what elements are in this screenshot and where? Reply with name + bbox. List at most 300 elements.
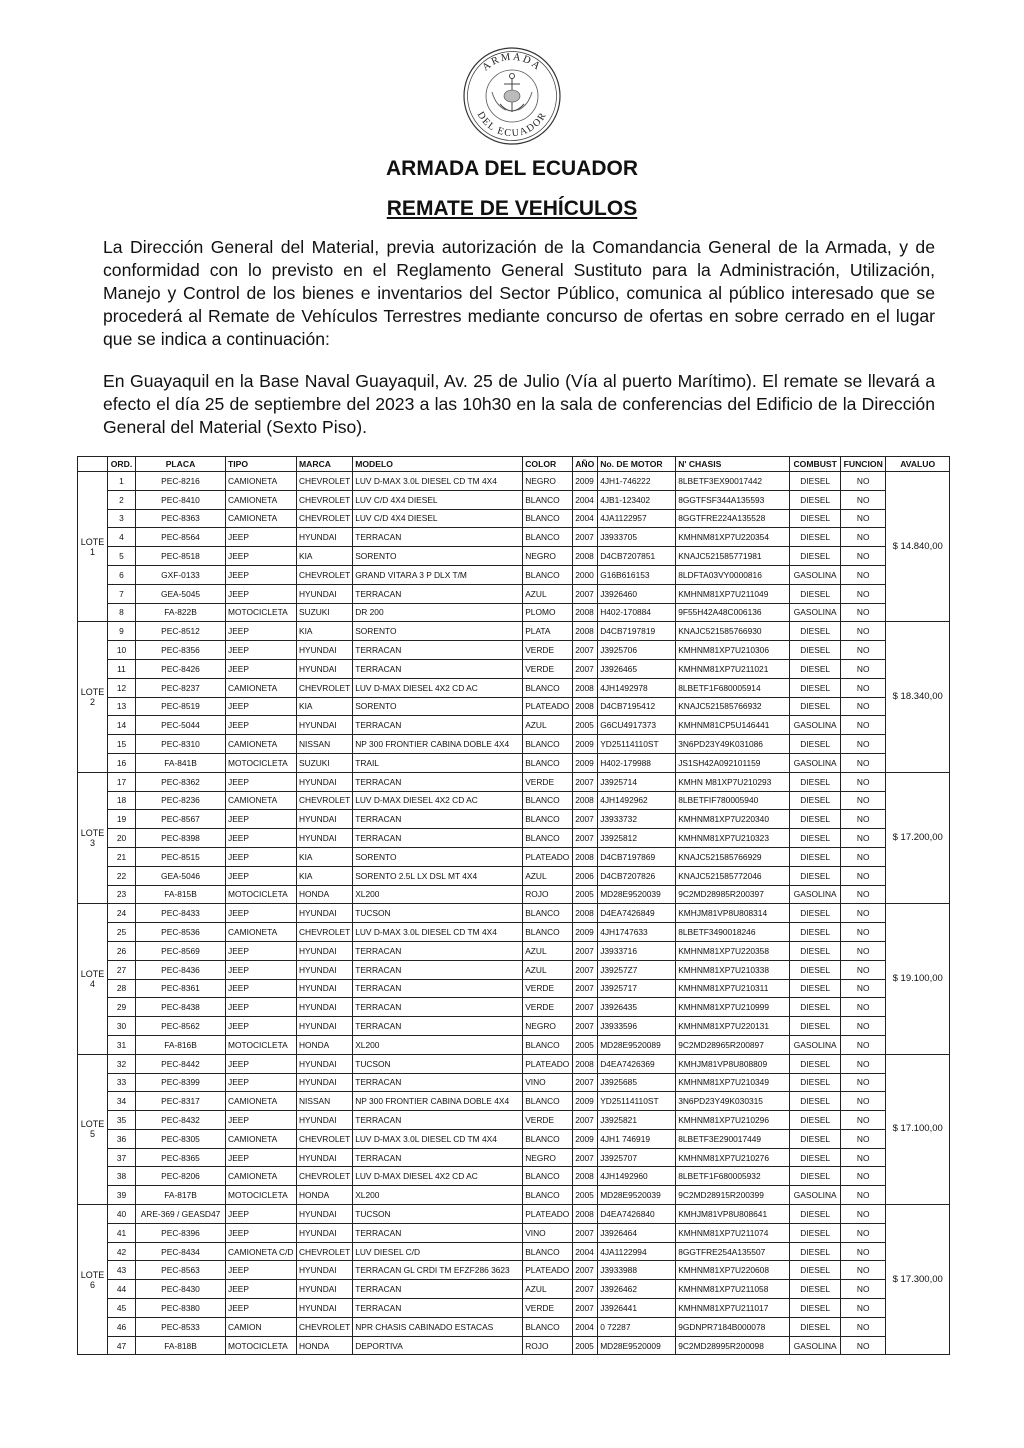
cell-chasis: KMHJM81VP8U808809 [676, 1054, 790, 1073]
cell-funcion: NO [841, 753, 886, 772]
cell-placa: PEC-8519 [136, 697, 226, 716]
cell-funcion: NO [841, 1186, 886, 1205]
cell-marca: HONDA [297, 1336, 353, 1355]
cell-motor: J3926460 [598, 584, 676, 603]
cell-funcion: NO [841, 979, 886, 998]
cell-modelo: TERRACAN [353, 810, 523, 829]
cell-combustible: DIESEL [790, 1073, 841, 1092]
cell-funcion: NO [841, 735, 886, 754]
lot-avaluo: $ 17.100,00 [886, 1054, 950, 1204]
cell-chasis: KMHNM81XP7U210349 [676, 1073, 790, 1092]
location-paragraph: En Guayaquil en la Base Naval Guayaquil, Av. 25 de Julio (Vía al puerto Marítimo). El remate se llevará a efecto el día 25 de septiembre del 2023 a las 10h30 en la sala de conferencias del Edificio de la Dirección General del Material (Sexto Piso). [103, 371, 935, 437]
cell-chasis: KMHNM81XP7U211021 [676, 659, 790, 678]
cell-modelo: LUV D-MAX DIESEL 4X2 CD AC [353, 791, 523, 810]
cell-color: NEGRO [523, 472, 573, 491]
cell-marca: HYUNDAI [297, 1299, 353, 1318]
cell-anio: 2009 [573, 1129, 598, 1148]
cell-color: BLANCO [523, 791, 573, 810]
cell-tipo: JEEP [226, 1299, 297, 1318]
cell-ord: 29 [108, 998, 136, 1017]
cell-chasis: 3N6PD23Y49K030315 [676, 1092, 790, 1111]
cell-marca: HONDA [297, 885, 353, 904]
table-row [78, 923, 950, 942]
cell-motor: H402-179988 [598, 753, 676, 772]
cell-tipo: CAMION [226, 1317, 297, 1336]
cell-marca: HYUNDAI [297, 1280, 353, 1299]
page-title: ARMADA DEL ECUADOR [386, 157, 638, 180]
cell-motor: 4JB1-123402 [598, 490, 676, 509]
cell-motor: YD25114110ST [598, 1092, 676, 1111]
cell-modelo: TERRACAN [353, 1280, 523, 1299]
cell-chasis: KNAJC521585766930 [676, 622, 790, 641]
cell-color: BLANCO [523, 829, 573, 848]
cell-modelo: TERRACAN [353, 1017, 523, 1036]
cell-ord: 36 [108, 1129, 136, 1148]
table-row [78, 1186, 950, 1205]
table-row [78, 603, 950, 622]
lot-avaluo: $ 19.100,00 [886, 904, 950, 1054]
cell-chasis: KMHNM81XP7U210296 [676, 1111, 790, 1130]
cell-ord: 28 [108, 979, 136, 998]
cell-marca: SUZUKI [297, 603, 353, 622]
cell-motor: 0 72287 [598, 1317, 676, 1336]
cell-combustible: DIESEL [790, 772, 841, 791]
cell-anio: 2007 [573, 810, 598, 829]
cell-placa: PEC-8442 [136, 1054, 226, 1073]
cell-modelo: TERRACAN [353, 659, 523, 678]
cell-color: VERDE [523, 998, 573, 1017]
cell-funcion: NO [841, 885, 886, 904]
table-row [78, 753, 950, 772]
table-row [78, 1336, 950, 1355]
cell-chasis: 8LBETF1F680005914 [676, 678, 790, 697]
cell-placa: PEC-8567 [136, 810, 226, 829]
cell-combustible: DIESEL [790, 960, 841, 979]
cell-chasis: KMHJM81VP8U808641 [676, 1205, 790, 1224]
table-row [78, 1035, 950, 1054]
cell-motor: J3933716 [598, 941, 676, 960]
table-row [78, 1242, 950, 1261]
cell-motor: J3926435 [598, 998, 676, 1017]
cell-motor: D4CB7197819 [598, 622, 676, 641]
cell-color: VERDE [523, 641, 573, 660]
cell-motor: J3926465 [598, 659, 676, 678]
cell-ord: 25 [108, 923, 136, 942]
cell-motor: J3926462 [598, 1280, 676, 1299]
cell-marca: HYUNDAI [297, 904, 353, 923]
cell-chasis: KMHNM81XP7U220131 [676, 1017, 790, 1036]
cell-anio: 2005 [573, 716, 598, 735]
cell-combustible: DIESEL [790, 528, 841, 547]
cell-chasis: 8GGTFSF344A135593 [676, 490, 790, 509]
cell-anio: 2004 [573, 1242, 598, 1261]
cell-combustible: DIESEL [790, 866, 841, 885]
cell-motor: D4CB7207826 [598, 866, 676, 885]
header-modelo: MODELO [353, 457, 523, 472]
cell-ord: 31 [108, 1035, 136, 1054]
cell-funcion: NO [841, 1054, 886, 1073]
cell-anio: 2008 [573, 904, 598, 923]
cell-marca: HYUNDAI [297, 1148, 353, 1167]
cell-anio: 2007 [573, 772, 598, 791]
lot-avaluo: $ 18.340,00 [886, 622, 950, 772]
cell-color: AZUL [523, 584, 573, 603]
cell-chasis: 8LDFTA03VY0000816 [676, 565, 790, 584]
cell-motor: 4JH1 746919 [598, 1129, 676, 1148]
cell-color: PLATEADO [523, 1261, 573, 1280]
cell-color: BLANCO [523, 1317, 573, 1336]
cell-combustible: DIESEL [790, 622, 841, 641]
cell-placa: FA-841B [136, 753, 226, 772]
cell-combustible: GASOLINA [790, 1186, 841, 1205]
cell-anio: 2007 [573, 998, 598, 1017]
cell-placa: PEC-8317 [136, 1092, 226, 1111]
cell-tipo: CAMIONETA [226, 1129, 297, 1148]
cell-placa: GXF-0133 [136, 565, 226, 584]
cell-marca: HYUNDAI [297, 641, 353, 660]
cell-anio: 2007 [573, 1261, 598, 1280]
cell-combustible: DIESEL [790, 1223, 841, 1242]
cell-tipo: MOTOCICLETA [226, 1035, 297, 1054]
cell-motor: D4CB7207851 [598, 547, 676, 566]
cell-marca: HYUNDAI [297, 998, 353, 1017]
cell-combustible: DIESEL [790, 1054, 841, 1073]
cell-motor: D4EA7426849 [598, 904, 676, 923]
cell-color: BLANCO [523, 753, 573, 772]
cell-combustible: DIESEL [790, 490, 841, 509]
cell-tipo: JEEP [226, 584, 297, 603]
cell-color: BLANCO [523, 509, 573, 528]
cell-ord: 14 [108, 716, 136, 735]
cell-color: PLATEADO [523, 1054, 573, 1073]
cell-modelo: TERRACAN [353, 1299, 523, 1318]
cell-motor: J3933705 [598, 528, 676, 547]
cell-motor: J3925717 [598, 979, 676, 998]
table-row [78, 941, 950, 960]
cell-chasis: 9C2MD28915R200399 [676, 1186, 790, 1205]
cell-ord: 41 [108, 1223, 136, 1242]
cell-motor: J3933732 [598, 810, 676, 829]
cell-funcion: NO [841, 565, 886, 584]
lot-label: LOTE 2 [78, 622, 108, 772]
table-row [78, 565, 950, 584]
cell-funcion: NO [841, 791, 886, 810]
cell-modelo: TERRACAN [353, 941, 523, 960]
cell-marca: HYUNDAI [297, 659, 353, 678]
cell-anio: 2008 [573, 622, 598, 641]
cell-tipo: JEEP [226, 960, 297, 979]
cell-tipo: JEEP [226, 1205, 297, 1224]
cell-combustible: DIESEL [790, 1242, 841, 1261]
cell-combustible: GASOLINA [790, 1336, 841, 1355]
table-row [78, 1317, 950, 1336]
cell-ord: 34 [108, 1092, 136, 1111]
cell-marca: HYUNDAI [297, 1111, 353, 1130]
cell-placa: GEA-5045 [136, 584, 226, 603]
cell-tipo: JEEP [226, 1073, 297, 1092]
cell-motor: J3925714 [598, 772, 676, 791]
cell-anio: 2007 [573, 979, 598, 998]
cell-tipo: JEEP [226, 1280, 297, 1299]
cell-ord: 21 [108, 847, 136, 866]
cell-modelo: TERRACAN [353, 1111, 523, 1130]
cell-tipo: JEEP [226, 1148, 297, 1167]
lot-label: LOTE 5 [78, 1054, 108, 1204]
cell-color: PLOMO [523, 603, 573, 622]
cell-modelo: LUV D-MAX DIESEL 4X2 CD AC [353, 678, 523, 697]
cell-modelo: TERRACAN [353, 1148, 523, 1167]
cell-color: PLATEADO [523, 1205, 573, 1224]
cell-color: VERDE [523, 659, 573, 678]
cell-combustible: DIESEL [790, 472, 841, 491]
cell-anio: 2000 [573, 565, 598, 584]
cell-tipo: JEEP [226, 1017, 297, 1036]
cell-color: PLATEADO [523, 697, 573, 716]
cell-color: BLANCO [523, 810, 573, 829]
cell-marca: KIA [297, 866, 353, 885]
cell-combustible: GASOLINA [790, 565, 841, 584]
cell-combustible: DIESEL [790, 1017, 841, 1036]
page-subtitle: REMATE DE VEHÍCULOS [386, 197, 638, 220]
cell-modelo: TUCSON [353, 1054, 523, 1073]
cell-chasis: 9GDNPR7184B000078 [676, 1317, 790, 1336]
cell-marca: HYUNDAI [297, 584, 353, 603]
cell-chasis: 8GGTFRE254A135507 [676, 1242, 790, 1261]
cell-ord: 32 [108, 1054, 136, 1073]
cell-funcion: NO [841, 490, 886, 509]
cell-funcion: NO [841, 923, 886, 942]
cell-combustible: DIESEL [790, 904, 841, 923]
header-motor: No. DE MOTOR [598, 457, 676, 472]
cell-marca: HYUNDAI [297, 960, 353, 979]
cell-ord: 19 [108, 810, 136, 829]
cell-motor: 4JH1-746222 [598, 472, 676, 491]
cell-motor: J3926441 [598, 1299, 676, 1318]
cell-chasis: KNAJC521585771981 [676, 547, 790, 566]
cell-motor: D4CB7197869 [598, 847, 676, 866]
cell-modelo: SORENTO [353, 847, 523, 866]
cell-tipo: JEEP [226, 697, 297, 716]
cell-tipo: JEEP [226, 772, 297, 791]
cell-funcion: NO [841, 810, 886, 829]
cell-color: AZUL [523, 941, 573, 960]
cell-motor: D4CB7195412 [598, 697, 676, 716]
cell-marca: CHEVROLET [297, 791, 353, 810]
table-row [78, 735, 950, 754]
cell-funcion: NO [841, 1073, 886, 1092]
cell-anio: 2008 [573, 1054, 598, 1073]
cell-modelo: TERRACAN [353, 979, 523, 998]
cell-placa: FA-816B [136, 1035, 226, 1054]
cell-marca: CHEVROLET [297, 923, 353, 942]
table-row [78, 885, 950, 904]
cell-motor: J3925706 [598, 641, 676, 660]
cell-placa: PEC-8564 [136, 528, 226, 547]
cell-color: BLANCO [523, 923, 573, 942]
table-row [78, 716, 950, 735]
cell-funcion: NO [841, 1205, 886, 1224]
cell-chasis: 9F55H42A48C006136 [676, 603, 790, 622]
cell-ord: 37 [108, 1148, 136, 1167]
cell-tipo: JEEP [226, 547, 297, 566]
cell-ord: 22 [108, 866, 136, 885]
cell-ord: 11 [108, 659, 136, 678]
cell-placa: FA-822B [136, 603, 226, 622]
cell-tipo: JEEP [226, 998, 297, 1017]
cell-chasis: 8GGTFRE224A135528 [676, 509, 790, 528]
cell-funcion: NO [841, 659, 886, 678]
cell-placa: PEC-8430 [136, 1280, 226, 1299]
cell-motor: 4JA1122994 [598, 1242, 676, 1261]
cell-modelo: DEPORTIVA [353, 1336, 523, 1355]
cell-chasis: KMHNM81XP7U211058 [676, 1280, 790, 1299]
cell-marca: HYUNDAI [297, 528, 353, 547]
cell-anio: 2009 [573, 1092, 598, 1111]
cell-combustible: GASOLINA [790, 603, 841, 622]
cell-motor: J3925685 [598, 1073, 676, 1092]
cell-chasis: KMHNM81XP7U211017 [676, 1299, 790, 1318]
cell-ord: 35 [108, 1111, 136, 1130]
cell-marca: CHEVROLET [297, 1129, 353, 1148]
cell-anio: 2008 [573, 847, 598, 866]
cell-chasis: KNAJC521585772046 [676, 866, 790, 885]
cell-marca: KIA [297, 547, 353, 566]
cell-marca: NISSAN [297, 735, 353, 754]
cell-anio: 2007 [573, 1073, 598, 1092]
cell-modelo: LUV DIESEL C/D [353, 1242, 523, 1261]
cell-color: BLANCO [523, 528, 573, 547]
cell-chasis: KMHNM81XP7U220354 [676, 528, 790, 547]
cell-marca: HYUNDAI [297, 1223, 353, 1242]
cell-chasis: 9C2MD28985R200397 [676, 885, 790, 904]
cell-placa: PEC-8216 [136, 472, 226, 491]
cell-anio: 2007 [573, 1280, 598, 1299]
cell-ord: 15 [108, 735, 136, 754]
vehicle-auction-table [77, 456, 950, 1355]
table-row [78, 1223, 950, 1242]
cell-motor: J3925812 [598, 829, 676, 848]
cell-placa: PEC-8236 [136, 791, 226, 810]
cell-modelo: SORENTO [353, 622, 523, 641]
cell-funcion: NO [841, 584, 886, 603]
cell-tipo: JEEP [226, 659, 297, 678]
cell-chasis: KMHNM81XP7U220608 [676, 1261, 790, 1280]
cell-tipo: CAMIONETA [226, 678, 297, 697]
cell-tipo: JEEP [226, 810, 297, 829]
cell-tipo: CAMIONETA [226, 1092, 297, 1111]
cell-placa: PEC-8436 [136, 960, 226, 979]
cell-marca: CHEVROLET [297, 565, 353, 584]
cell-tipo: JEEP [226, 565, 297, 584]
cell-modelo: LUV D-MAX 3.0L DIESEL CD TM 4X4 [353, 472, 523, 491]
cell-marca: HYUNDAI [297, 1261, 353, 1280]
cell-motor: 4JH1492962 [598, 791, 676, 810]
cell-chasis: KMHNM81CP5U146441 [676, 716, 790, 735]
cell-ord: 33 [108, 1073, 136, 1092]
cell-motor: G16B616153 [598, 565, 676, 584]
cell-combustible: DIESEL [790, 509, 841, 528]
cell-modelo: SORENTO [353, 697, 523, 716]
cell-anio: 2007 [573, 1223, 598, 1242]
cell-funcion: NO [841, 847, 886, 866]
cell-anio: 2007 [573, 941, 598, 960]
table-row [78, 472, 950, 491]
cell-anio: 2008 [573, 1205, 598, 1224]
cell-anio: 2005 [573, 1186, 598, 1205]
cell-tipo: JEEP [226, 829, 297, 848]
cell-chasis: KNAJC521585766932 [676, 697, 790, 716]
cell-tipo: MOTOCICLETA [226, 1186, 297, 1205]
cell-placa: PEC-8310 [136, 735, 226, 754]
cell-anio: 2007 [573, 1299, 598, 1318]
cell-funcion: NO [841, 1092, 886, 1111]
cell-placa: PEC-8380 [136, 1299, 226, 1318]
header-lote [78, 457, 108, 472]
cell-anio: 2007 [573, 829, 598, 848]
cell-marca: HYUNDAI [297, 810, 353, 829]
cell-marca: HYUNDAI [297, 1205, 353, 1224]
cell-chasis: KMHNM81XP7U210311 [676, 979, 790, 998]
cell-placa: PEC-8434 [136, 1242, 226, 1261]
cell-tipo: JEEP [226, 866, 297, 885]
lot-label: LOTE 3 [78, 772, 108, 904]
cell-placa: PEC-8365 [136, 1148, 226, 1167]
cell-funcion: NO [841, 603, 886, 622]
cell-anio: 2007 [573, 960, 598, 979]
cell-ord: 45 [108, 1299, 136, 1318]
cell-ord: 16 [108, 753, 136, 772]
table-body [78, 472, 950, 1355]
cell-color: BLANCO [523, 1129, 573, 1148]
cell-color: BLANCO [523, 490, 573, 509]
cell-ord: 10 [108, 641, 136, 660]
cell-color: AZUL [523, 1280, 573, 1299]
cell-modelo: TERRACAN [353, 641, 523, 660]
cell-tipo: CAMIONETA [226, 735, 297, 754]
cell-tipo: CAMIONETA [226, 791, 297, 810]
cell-marca: KIA [297, 622, 353, 641]
cell-modelo: TERRACAN [353, 584, 523, 603]
cell-modelo: LUV D-MAX 3.0L DIESEL CD TM 4X4 [353, 1129, 523, 1148]
cell-chasis: KMHNM81XP7U211049 [676, 584, 790, 603]
table-row [78, 641, 950, 660]
cell-combustible: DIESEL [790, 1167, 841, 1186]
cell-color: VERDE [523, 1299, 573, 1318]
cell-placa: PEC-8361 [136, 979, 226, 998]
cell-marca: CHEVROLET [297, 490, 353, 509]
cell-tipo: CAMIONETA C/D [226, 1242, 297, 1261]
table-row [78, 1261, 950, 1280]
cell-combustible: DIESEL [790, 810, 841, 829]
cell-chasis: KMHNM81XP7U211074 [676, 1223, 790, 1242]
cell-marca: HYUNDAI [297, 829, 353, 848]
cell-modelo: TUCSON [353, 904, 523, 923]
cell-tipo: CAMIONETA [226, 1167, 297, 1186]
cell-marca: NISSAN [297, 1092, 353, 1111]
cell-combustible: DIESEL [790, 1129, 841, 1148]
header-placa: PLACA [136, 457, 226, 472]
cell-anio: 2007 [573, 584, 598, 603]
cell-ord: 30 [108, 1017, 136, 1036]
cell-tipo: JEEP [226, 941, 297, 960]
cell-color: BLANCO [523, 1242, 573, 1261]
table-row [78, 1167, 950, 1186]
cell-anio: 2009 [573, 472, 598, 491]
cell-tipo: JEEP [226, 1054, 297, 1073]
cell-chasis: KMHN M81XP7U210293 [676, 772, 790, 791]
cell-marca: KIA [297, 847, 353, 866]
lot-avaluo: $ 17.300,00 [886, 1205, 950, 1355]
